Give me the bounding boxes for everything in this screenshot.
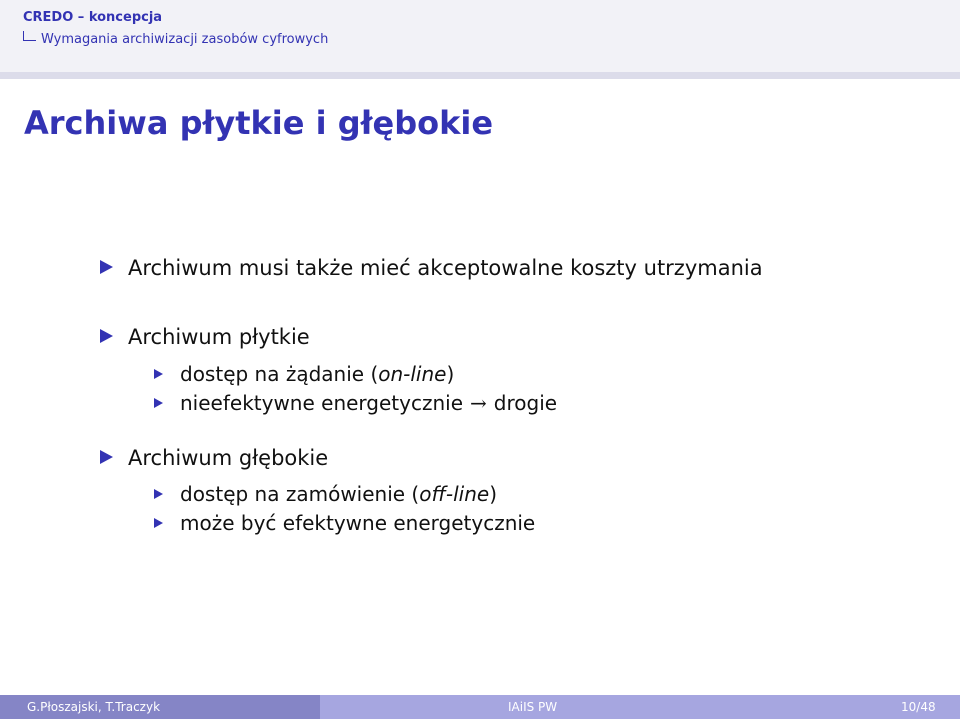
subbullet-triangle-icon [154, 489, 163, 499]
footer-authors: G.Płoszajski, T.Traczyk [27, 700, 161, 714]
bullet-text: Archiwum płytkie [128, 325, 310, 349]
footer-page-number: 10/48 [901, 700, 936, 714]
offline-term: off-line [419, 482, 490, 506]
subbullet-on-demand-access: dostęp na żądanie (on-line) [154, 362, 454, 386]
bullet-text: Archiwum musi także mieć akceptowalne koszty utrzymania [128, 256, 763, 280]
subbullet-triangle-icon [154, 369, 163, 379]
bullet-shallow-archive [100, 325, 310, 349]
footer-bar [0, 695, 960, 719]
bullet-maintenance-costs [100, 256, 763, 280]
slide-title: Archiwa płytkie i głębokie [24, 104, 494, 142]
online-term: on-line [378, 362, 447, 386]
bullet-text: Archiwum głębokie [128, 446, 329, 470]
right-arrow-icon: → [470, 391, 487, 415]
subbullet-triangle-icon [154, 518, 163, 528]
subbullet-inefficient: nieefektywne energetycznie → drogie [154, 391, 557, 415]
footer-institute: IAiIS PW [508, 700, 558, 714]
bullet-deep-archive [100, 446, 328, 470]
header-subsection[interactable] [23, 31, 328, 47]
subbullet-on-order-access: dostęp na zamówienie (off-line) [154, 482, 497, 506]
bullet-triangle-icon [100, 450, 113, 464]
bullet-triangle-icon [100, 329, 113, 343]
subbullet-energy-efficient: może być efektywne energetycznie [154, 511, 535, 535]
header-subsection-label: Wymagania archiwizacji zasobów cyfrowych [41, 32, 329, 47]
header-rule [0, 72, 960, 79]
header-section-title[interactable]: CREDO – koncepcja [23, 10, 163, 25]
tree-corner-icon [23, 31, 36, 41]
subbullet-triangle-icon [154, 398, 163, 408]
bullet-triangle-icon [100, 260, 113, 274]
